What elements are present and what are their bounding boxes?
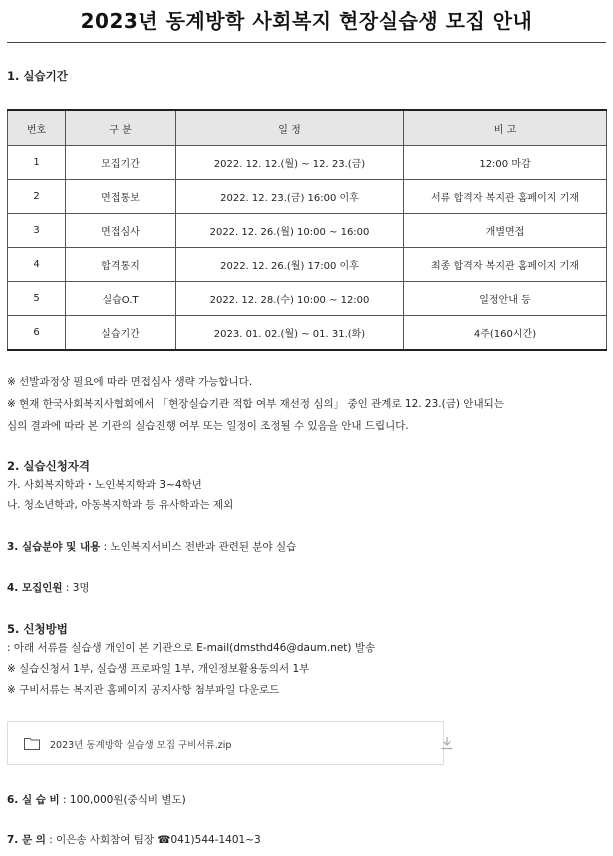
cell-schedule: 2022. 12. 12.(월) ~ 12. 23.(금) xyxy=(176,146,404,180)
cell-category: 면접심사 xyxy=(66,214,176,248)
page-title: 2023년 동계방학 사회복지 현장실습생 모집 안내 xyxy=(80,9,533,33)
download-icon[interactable] xyxy=(440,736,454,750)
table-row xyxy=(8,282,607,316)
note-line: ※ 현재 한국사회복지사협회에서 「현장실습기관 적합 여부 재선정 심의」 중인 관계로 12. 23.(금) 안내되는 xyxy=(7,398,504,410)
attachment-filename[interactable]: 2023년 동계방학 실습생 모집 구비서류.zip xyxy=(50,740,232,751)
section6-line xyxy=(7,792,186,807)
cell-schedule: 2022. 12. 26.(월) 17:00 이후 xyxy=(176,248,404,282)
section1-heading: 1. 실습기간 xyxy=(7,69,68,83)
cell-number: 4 xyxy=(8,248,66,282)
section3-value: : 노인복지서비스 전반과 관련된 분야 실습 xyxy=(100,541,297,553)
col-header-remarks: 비 고 xyxy=(404,110,607,146)
section7-value: : 이은송 사회참여 팀장 ☎041)544-1401~3 xyxy=(45,834,261,846)
note-line: ※ 선발과정상 필요에 따라 면접심사 생략 가능합니다. xyxy=(7,376,253,388)
application-item: : 아래 서류를 실습생 개인이 본 기관으로 E-mail(dmsthd46@daum.net) 발송 xyxy=(7,642,376,654)
cell-remarks: 4주(160시간) xyxy=(404,316,607,351)
application-item: ※ 실습신청서 1부, 실습생 프로파일 1부, 개인정보활용동의서 1부 xyxy=(7,663,310,675)
cell-remarks: 12:00 마감 xyxy=(404,146,607,180)
cell-number: 6 xyxy=(8,316,66,351)
section3-label: 3. 실습분야 및 내용 xyxy=(7,541,101,553)
application-item: ※ 구비서류는 복지관 홈페이지 공지사항 첨부파일 다운로드 xyxy=(7,684,280,696)
cell-schedule: 2022. 12. 26.(월) 10:00 ~ 16:00 xyxy=(176,214,404,248)
cell-schedule: 2023. 01. 02.(월) ~ 01. 31.(화) xyxy=(176,316,404,351)
cell-category: 면접통보 xyxy=(66,180,176,214)
note-line: 심의 결과에 따라 본 기관의 실습진행 여부 또는 일정이 조정될 수 있음을 안내 드립니다. xyxy=(7,420,409,432)
title-divider xyxy=(7,42,606,43)
section6-label: 6. 실 습 비 xyxy=(7,794,60,806)
cell-category: 실습기간 xyxy=(66,316,176,351)
section3-line xyxy=(7,539,296,554)
folder-icon xyxy=(24,737,40,750)
col-header-category: 구 분 xyxy=(66,110,176,146)
section6-value: : 100,000원(중식비 별도) xyxy=(59,794,186,806)
section4-value: : 3명 xyxy=(62,582,90,594)
cell-remarks: 일정안내 등 xyxy=(404,282,607,316)
col-header-schedule: 일 정 xyxy=(176,110,404,146)
table-row xyxy=(8,248,607,282)
table-header-row xyxy=(8,110,607,146)
cell-remarks: 최종 합격자 복지관 홈페이지 기재 xyxy=(404,248,607,282)
cell-category: 합격통지 xyxy=(66,248,176,282)
section2-heading: 2. 실습신청자격 xyxy=(7,459,91,473)
qualification-item: 가. 사회복지학과・노인복지학과 3~4학년 xyxy=(7,479,202,491)
attachment-box[interactable] xyxy=(7,721,444,765)
col-header-number: 번호 xyxy=(8,110,66,146)
schedule-table xyxy=(7,109,607,351)
cell-number: 2 xyxy=(8,180,66,214)
cell-category: 실습O.T xyxy=(66,282,176,316)
cell-remarks: 서류 합격자 복지관 홈페이지 기재 xyxy=(404,180,607,214)
table-row xyxy=(8,146,607,180)
section7-line xyxy=(7,832,261,847)
cell-schedule: 2022. 12. 28.(수) 10:00 ~ 12:00 xyxy=(176,282,404,316)
table-row xyxy=(8,180,607,214)
section5-heading: 5. 신청방법 xyxy=(7,622,68,636)
cell-schedule: 2022. 12. 23.(금) 16:00 이후 xyxy=(176,180,404,214)
section7-label: 7. 문 의 xyxy=(7,834,46,846)
cell-number: 1 xyxy=(8,146,66,180)
cell-remarks: 개별면접 xyxy=(404,214,607,248)
qualification-item: 나. 청소년학과, 아동복지학과 등 유사학과는 제외 xyxy=(7,499,234,511)
cell-category: 모집기간 xyxy=(66,146,176,180)
cell-number: 3 xyxy=(8,214,66,248)
table-row xyxy=(8,316,607,351)
cell-number: 5 xyxy=(8,282,66,316)
table-row xyxy=(8,214,607,248)
section4-line xyxy=(7,580,90,595)
section4-label: 4. 모집인원 xyxy=(7,582,63,594)
